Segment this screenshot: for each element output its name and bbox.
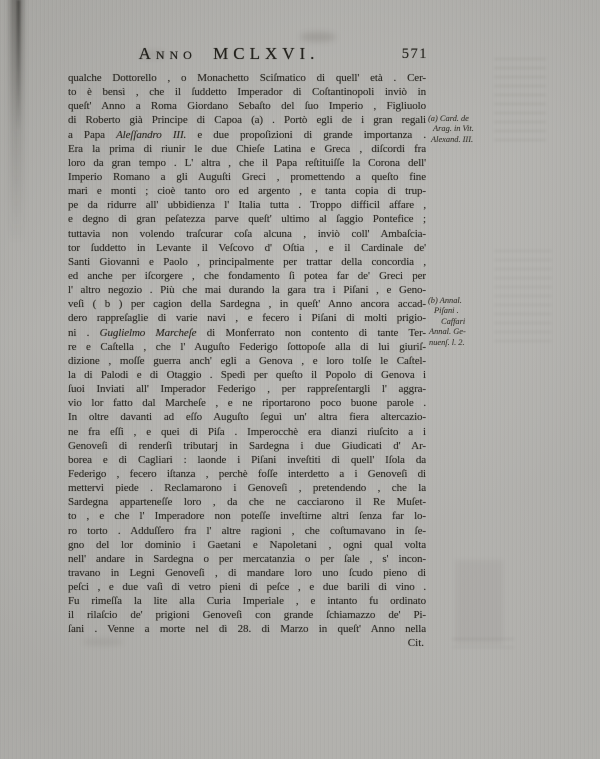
margin-note-line: Arag. in Vit. (433, 124, 474, 134)
body-line: ro torto . Adduſſero fra l' altre ragioni , che coſtumavano in ſe- (68, 524, 426, 537)
body-line: to , e che l' Imperadore non poteſſe inveſtirne altri ſenza far lo- (68, 510, 426, 523)
body-line: re e Caſtella , che l' Auguſto Federigo ſottopoſe alla di lui giuriſ- (68, 340, 426, 353)
body-line: ed anche per iſcorgere , che fondamento ſi potea far de' Greci per (68, 269, 426, 282)
margin-note-line: nuenſ. l. 2. (429, 337, 465, 347)
show-through-mark (452, 638, 514, 648)
margin-note-line: (b) Annal. (428, 296, 462, 305)
body-line: tuttavia non volendo traſcurar coſa alcuna , inviò coll' Ambaſcia- (68, 227, 426, 240)
margin-note-line: Caffari (441, 316, 466, 326)
body-line: mari e monti ; cioè tanto oro ed argento , e tanta copia di trup- (68, 185, 426, 198)
running-head-title (50, 44, 408, 64)
body-line: borea e di Cagliari : laonde i Piſani inveſtiti di quell' Iſola da (68, 453, 426, 466)
body-line: Imperio Romano a gli Auguſti Greci , promettendo a queſto fine (68, 170, 426, 183)
body-line: queſt' Anno a Roma Giordano Sebaſto del ſuo Imperio , Figliuolo (68, 100, 426, 113)
page-number: 571 (401, 46, 428, 62)
body-line: il rilaſcio de' prigioni Genoveſi con grande ſchiamazzo de' Pi- (68, 609, 426, 622)
body-line: Genoveſi di renderſi tributarj in Sardegna i due Giudicati d' Ar- (68, 439, 426, 452)
body-line: qualche Dottorello , o Monachetto Sciſmatico di quell' età . Cer- (68, 72, 426, 84)
body-line: Santi Giovanni e Paolo , principalmente per trattar della concordia , (68, 255, 426, 268)
body-line: a Papa Aleſſandro III. e due propoſizioni di grande importanza . (68, 128, 426, 141)
body-line: tor ſuddetto in Levante il Veſcovo d' Oſtia , e il Cardinale de' (68, 241, 426, 254)
body-line: ſuoi Inviati all' Imperador Federigo , per rappreſentargli l' aggra- (68, 383, 426, 396)
body-line: travano in Legni Genoveſi , di mandare loro uno ſcudo pieno di (68, 566, 426, 579)
body-line: l' altro negozio . Più che mai durando la gara tra i Piſani , e Geno- (68, 284, 426, 297)
body-line: In oltre davanti ad eſſo Auguſto ſeguì un' altra fiera altercazio- (68, 411, 426, 424)
body-line: di Roberto già Principe di Capoa (a) . Portò egli de i gran regali (68, 114, 426, 127)
running-head-year: MCLXVI. (213, 44, 320, 63)
body-line: pe da ridurre all' ubbidienza l' Italia tutta . Troppo difficil affare , (68, 199, 426, 212)
margin-note-a (428, 114, 504, 145)
body-line: ne fra eſſi , e quei di Piſa . Imperocchè era dianzi riuſcito a i (68, 425, 426, 438)
running-head-anno: Anno (138, 44, 197, 63)
page-header (68, 44, 426, 68)
body-line: loro da gran tempo . L' altra , che il Papa reſtituiſſe la Corona dell' (68, 156, 426, 169)
body-line: mettervi piede . Reclamarono i Genoveſi , pretendendo , che la (68, 482, 426, 495)
body-line: vio lor fatto dal Marcheſe , e ne riportarono poco buone parole . (68, 397, 426, 410)
margin-note-line: Alexand. III. (431, 134, 474, 144)
show-through-mark (455, 560, 503, 645)
margin-note-b (428, 296, 504, 348)
margin-note-line: Annal. Ge- (429, 327, 466, 337)
body-line: Sardegna apparteneſſe loro , da che ne cacciarono il Re Muſet- (68, 496, 426, 509)
page-edge-shadow-core (17, 0, 20, 130)
body-line: peſci , e due vaſi di vetro pieni di peſce , e due barili di vino . (68, 581, 426, 594)
ink-smudge (300, 32, 336, 42)
margin-note-line: (a) Card. de (428, 114, 469, 123)
body-line: gno del lor dominio i Gaetani e Napoletani , ogni qual volta (68, 538, 426, 551)
body-line: dizione , moſſe guerra anch' egli a Genova , e loro tolſe le Caſtel- (68, 354, 426, 367)
body-line: ni . Guglielmo Marcheſe di Monferrato non contento di tante Ter- (68, 326, 426, 339)
body-line: nell' andare in Sardegna o per mercatanzia o per ſale , s' incon- (68, 552, 426, 565)
catchword: Cit. (407, 637, 424, 649)
body-line: Federigo , fecero iſtanza , perchè foſſe interdetto a i Genoveſi di (68, 467, 426, 480)
body-line: e degno di gran peſatezza parve queſt' ultimo al ſaggio Pontefice ; (68, 213, 426, 226)
body-line: dero rappreſaglie di varie navi , e fecero i Piſani di molti prigio- (68, 312, 426, 325)
body-line: to è bensì , che il ſuddetto Imperador di Coſtantinopoli inviò in (68, 86, 426, 99)
margin-note-line: Piſani . (434, 306, 459, 316)
body-line: la di Palodi e di Otaggio . Spedì per queſto il Popolo di Genova i (68, 368, 426, 381)
body-line: veſi ( b ) per cagion della Sardegna , in queſt' Anno ancora accad- (68, 298, 426, 311)
body-line: Fu rimeſſa la lite alla Curia Imperiale , e intanto fu ordinato (68, 595, 426, 608)
body-text-block (68, 71, 426, 637)
body-line: ſani . Venne a morte nel dì 28. di Marzo in queſt' Anno nella (68, 623, 426, 636)
body-line: Era la prima di riunir le due Chieſe Latina e Greca , diſcordi fra (68, 142, 426, 155)
